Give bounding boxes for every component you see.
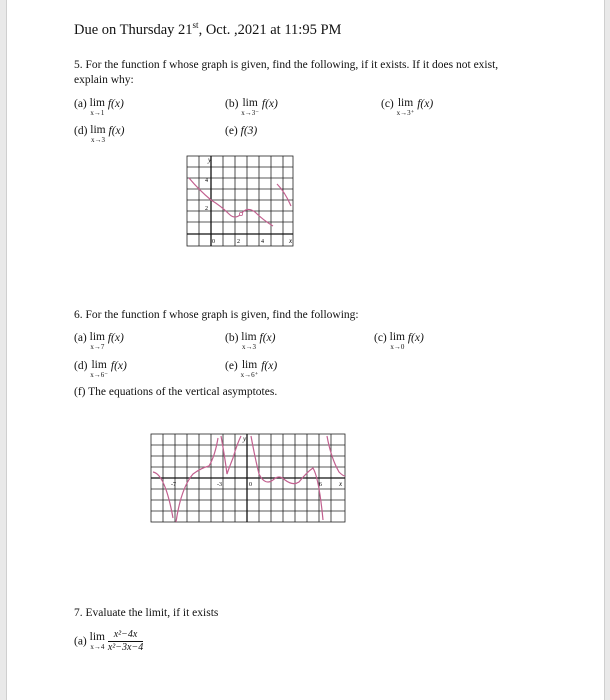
tick-label: 2 (237, 239, 240, 245)
q5-part-b (225, 98, 278, 117)
q5-curve-right (277, 184, 291, 206)
part-label: (b) (225, 332, 239, 344)
q6-part-e (225, 360, 277, 379)
tick-label: 4 (261, 239, 264, 245)
due-date-text: Due on Thursday 21 (74, 21, 193, 38)
q5-part-a (74, 98, 124, 117)
due-date-header (74, 20, 341, 39)
due-date-suffix: st (192, 20, 199, 30)
limit-operator: lim x→1 (89, 97, 105, 117)
q6-function-graph (147, 428, 349, 526)
tick-label: 6 (319, 482, 322, 488)
function-expr: f(x) (107, 332, 124, 344)
function-expr: f(x) (261, 98, 278, 110)
part-label: (c) (381, 98, 394, 110)
q6-branch-3 (221, 436, 241, 474)
limit-operator: lim x→7 (89, 331, 105, 351)
denominator: x²−3x−4 (107, 642, 144, 653)
function-expr: f(x) (407, 332, 424, 344)
limit-operator: lim x→3⁺ (396, 97, 415, 117)
x-axis-label: x (339, 480, 343, 488)
function-expr: f(x) (259, 332, 276, 344)
part-label: (c) (374, 332, 387, 344)
open-point (239, 212, 242, 215)
function-expr: f(x) (417, 98, 434, 110)
q5-grid (187, 156, 293, 246)
limit-operator: lim x→3 (241, 331, 257, 351)
function-expr: f(3) (240, 125, 258, 137)
q6-part-a (74, 332, 124, 351)
y-axis-label: y (243, 435, 247, 443)
y-axis-label: y (208, 156, 212, 164)
tick-label: -7 (171, 482, 176, 488)
limit-operator: lim x→0 (389, 331, 405, 351)
limit-operator: lim x→6⁻ (90, 359, 108, 379)
q5-curve-left (189, 178, 273, 226)
tick-label: 4 (205, 178, 208, 184)
q5-function-graph (177, 150, 303, 250)
q6-part-d (74, 360, 127, 379)
function-expr: f(x) (107, 98, 124, 110)
part-label: (e) (225, 125, 238, 137)
part-label: (b) (225, 98, 239, 110)
part-label: (d) (74, 125, 88, 137)
tick-label: 0 (249, 482, 252, 488)
function-expr: f(x) (261, 360, 278, 372)
q7-part-a (74, 629, 143, 654)
q6-intro: 6. For the function f whose graph is given, find the following: (74, 309, 359, 321)
tick-label: 2 (205, 206, 208, 212)
q5-part-d (74, 125, 124, 144)
due-date-rest: , Oct. ,2021 at 11:95 PM (198, 21, 342, 38)
part-label: (a) (74, 635, 87, 648)
limit-operator: lim x→3⁻ (241, 97, 259, 117)
q6-curves (153, 436, 345, 522)
tick-label: -3 (217, 482, 222, 488)
part-label: (e) (225, 360, 238, 372)
rational-expression (108, 629, 143, 654)
function-expr: f(x) (108, 125, 125, 137)
part-label: (a) (74, 98, 87, 110)
limit-operator: lim x→4 (89, 631, 105, 651)
q6-part-c (374, 332, 424, 351)
q5-intro-line2: explain why: (74, 74, 134, 86)
q6-branch-2 (176, 438, 218, 522)
tick-label: 0 (212, 239, 215, 245)
limit-operator: lim x→3 (90, 124, 106, 144)
q5-intro-line1: 5. For the function f whose graph is given, find the following, if it exists. If it does not exist, (74, 59, 499, 71)
part-label: (d) (74, 360, 88, 372)
q5-part-c (381, 98, 433, 117)
q6-part-f: (f) The equations of the vertical asymptotes. (74, 386, 278, 398)
q6-part-b (225, 332, 275, 351)
q7-intro: 7. Evaluate the limit, if it exists (74, 607, 219, 619)
function-expr: f(x) (110, 360, 127, 372)
x-axis-label: x (289, 237, 293, 245)
document-page (6, 0, 605, 700)
numerator: x²−4x (108, 629, 143, 642)
part-label: (a) (74, 332, 87, 344)
limit-operator: lim x→6⁺ (240, 359, 259, 379)
q5-part-e (225, 125, 257, 137)
